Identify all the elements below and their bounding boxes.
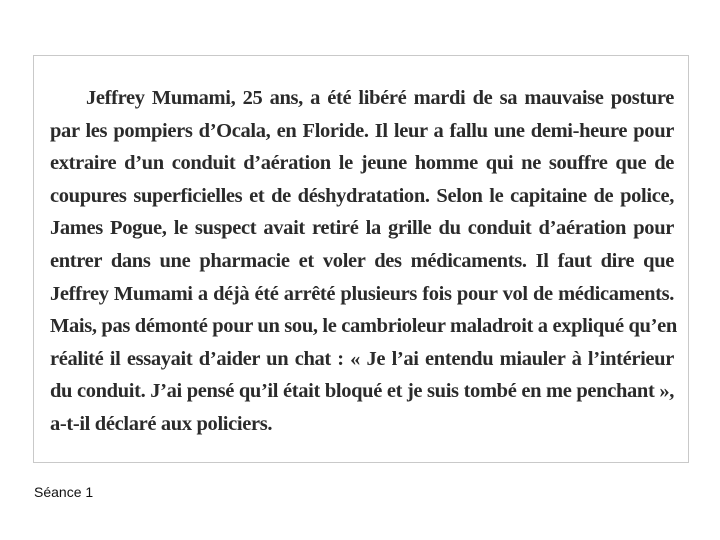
article-line: par les pompiers d’Ocala, en Floride. Il leur a fallu une demi-heure pour [50,119,674,142]
article-line: a-t-il déclaré aux policiers. [50,412,273,435]
article-line: James Pogue, le suspect avait retiré la grille du conduit d’aération pour [50,217,674,240]
article-scan-image [33,55,689,463]
article-line: Jeffrey Mumami a déjà été arrêté plusieurs fois pour vol de médicaments. [50,282,674,305]
article-line: réalité il essayait d’aider un chat : « Je l’ai entendu miauler à l’intérieur [50,347,674,370]
article-text [50,82,677,441]
article-line: extraire d’un conduit d’aération le jeune homme qui ne souffre que de [50,152,674,175]
session-label: Séance 1 [34,484,94,500]
article-line: coupures superficielles et de déshydratation. Selon le capitaine de police, [50,184,674,207]
article-line: entrer dans une pharmacie et voler des médicaments. Il faut dire que [50,249,674,272]
article-line: du conduit. J’ai pensé qu’il était bloqué et je suis tombé en me penchant », [50,380,674,403]
article-line: Jeffrey Mumami, 25 ans, a été libéré mardi de sa mauvaise posture [86,87,674,109]
article-line: Mais, pas démonté pour un sou, le cambrioleur maladroit a expliqué qu’en [50,315,677,338]
